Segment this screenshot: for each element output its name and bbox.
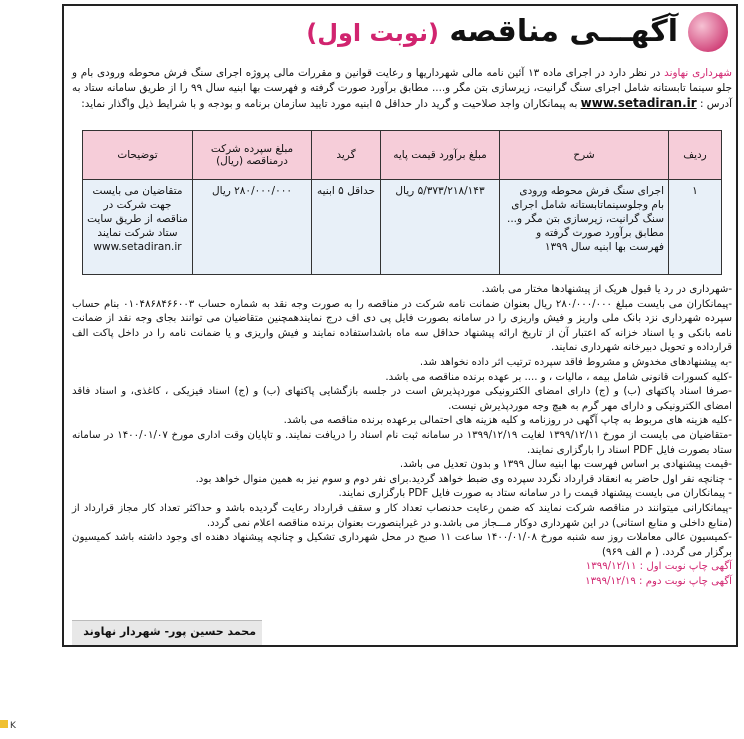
signature-box xyxy=(72,620,262,645)
header-deposit: مبلغ سپرده شرکت درمناقصه (ریال) xyxy=(193,131,312,180)
table-header-row xyxy=(83,131,722,180)
condition-item: -کلیه کسورات قانونی شامل بیمه ، مالیات ، و .... بر عهده برنده مناقصه می باشد. xyxy=(385,371,732,383)
header-description: شرح xyxy=(500,131,669,180)
condition-item: - پیمانکاران می بایست پیشنهاد قیمت را در سامانه ستاد به صورت فایل PDF بارگزاری نمایند. xyxy=(338,488,732,500)
condition-item: -متقاضیان می بایست از مورخ ۱۳۹۹/۱۲/۱۱ لغایت ۱۳۹۹/۱۲/۱۹ در سامانه ثبت نام اسناد را دریافت نمایند. و تاپایان وقت اداری مورخ ۱۴۰۰/۰۱/۰۷ در سامانه ستاد بصورت فایل PDF اسناد را بارگزاری نمایند. xyxy=(72,429,732,456)
condition-item: -قیمت پیشنهادی بر اساس فهرست بها ابنیه سال ۱۳۹۹ و بدون تعدیل می باشد. xyxy=(399,459,732,471)
organization-name: شهرداری نهاوند xyxy=(664,67,732,79)
condition-item: -به پیشنهادهای مخدوش و مشروط فاقد سپرده ترتیب اثر داده نخواهد شد. xyxy=(419,356,732,368)
cell-notes: متقاضیان می بایست جهت شرکت در مناقصه از طریق سایت ستاد شرکت نمایند www.setadiran.ir xyxy=(83,180,193,275)
title-sub: (نوبت اول) xyxy=(306,19,439,47)
pink-circle-icon xyxy=(688,12,728,52)
condition-item: -پیمانکاران می بایست مبلغ ۲۸۰/۰۰۰/۰۰۰ ریال بعنوان ضمانت نامه شرکت در مناقصه را به صورت وجه نقد به شماره حساب ۰۱۰۴۸۶۸۴۶۶۰۰۳ بنام حساب سپرده شهرداری نزد بانک ملی واریز و فیش واریزی را در سامانه بصورت فایل پی دی اف درج نمایندهمچنین متقاضیان می توانند بجای وجه نقد از ضمانت نامه بانکی و یا اسناد خزانه که اعتبار آن از تاریخ ارائه پیشنهاد حداقل سه ماه باشداستفاده نمایند و فیش واریزی و یا ضمانت نامه را در داخل پاکت الف قرارداده و تحویل دبیرخانه شهرداری نمایند. xyxy=(72,298,732,354)
tender-table xyxy=(82,130,722,275)
cell-row-number: ۱ xyxy=(669,180,722,275)
corner-text: K xyxy=(10,721,16,731)
cell-grade: حداقل ۵ ابنیه xyxy=(312,180,381,275)
title-main: آگهـــی مناقصه xyxy=(449,14,678,49)
condition-item: -پیمانکارانی میتوانند در مناقصه شرکت نمایند که ضمن رعایت حدنصاب تعداد کار و سقف قرارداد رعایت گردیده باشد و حداکثر تعداد کار مجاز قرارداد از (منابع داخلی و منابع استانی) در این شهرداری دوکار مـــجاز می باشد.و در غیراینصورت بعنوان برنده مناقصه اعلام نمی گردد. xyxy=(72,502,732,529)
header-base-price: مبلغ برآورد قیمت پایه xyxy=(381,131,500,180)
intro-paragraph xyxy=(72,66,732,112)
header-grade: گرید xyxy=(312,131,381,180)
first-print-date: آگهی چاپ نوبت اول : ۱۳۹۹/۱۲/۱۱ xyxy=(585,561,732,573)
setad-link[interactable]: www.setadiran.ir xyxy=(580,96,697,110)
condition-item: -شهرداری در رد یا قبول هریک از پیشنهادها مختار می باشد. xyxy=(481,284,732,295)
conditions-list xyxy=(72,283,732,589)
page-title xyxy=(306,12,678,53)
title-row xyxy=(300,10,730,58)
corner-marker xyxy=(0,720,16,731)
cell-deposit: ۲۸۰/۰۰۰/۰۰۰ ریال xyxy=(193,180,312,275)
condition-item: - چنانچه نفر اول حاضر به انعقاد قرارداد نگردد سپرده وی ضبط خواهد گردید.برای نفر دوم و سوم نیز به همین منوال خواهد بود. xyxy=(195,473,732,485)
cell-description: اجرای سنگ فرش محوطه ورودی بام وجلوسینماتابستانه شامل اجرای سنگ گرانیت، زیرسازی بتن مگر و... مطابق برآورد صورت گرفته و فهرست بها ابنیه سال ۱۳۹۹ xyxy=(500,180,669,275)
header-row-number: ردیف xyxy=(669,131,722,180)
intro-text-after: به پیمانکاران واجد صلاحیت و گرید دار حداقل ۵ ابنیه مورد تایید سازمان برنامه و بودجه و با شرایط ذیل واگذار نماید: xyxy=(81,98,581,110)
condition-item: -صرفا اسناد پاکتهای (ب) و (ج) دارای امضای الکترونیکی موردپذیرش است در جلسه بازگشایی پاکتهای (ب) و (ج) اسناد فیزیکی ، کاغذی، و اسناد فاقد امضای الکترونیکی و دارای مهر گرم به هیچ وجه موردپذیرش نیست. xyxy=(72,386,732,412)
header-notes: توضیحات xyxy=(83,131,193,180)
condition-item: -کمیسیون عالی معاملات روز سه شنبه مورخ ۱۴۰۰/۰۱/۰۸ ساعت ۱۱ صبح در محل شهرداری تشکیل و چنانچه پیشنهاد دهنده ای وجود داشته باشد کمیسیون برگزار می گردد. ( م الف ۹۶۹) xyxy=(72,532,732,558)
table-row xyxy=(83,180,722,275)
cell-base-price: ۵/۳۷۳/۲۱۸/۱۴۳ ریال xyxy=(381,180,500,275)
second-print-date: آگهی چاپ نوبت دوم : ۱۳۹۹/۱۲/۱۹ xyxy=(585,575,732,587)
condition-item: -کلیه هزینه های مربوط به چاپ آگهی در روزنامه و کلیه هزینه های احتمالی برعهده برنده مناقصه می باشد. xyxy=(283,415,732,427)
folder-icon xyxy=(0,720,8,728)
intro-text: در نظر دارد در اجرای ماده ۱۳ آئین نامه مالی شهرداریها و رعایت قوانین و مقررات مالی پروژه اجرای سنگ فرش محوطه ورودی بام و جلو سینما تابستانه شامل اجرای سنگ گرانیت، زیرسازی بتن مگر و.... مطابق برآورد صورت گرفته و فهرست بها ابنیه سال ۹۹ را از طریق سامانه ستاد به آدرس : xyxy=(72,67,732,110)
signature: محمد حسین پور- شهردار نهاوند xyxy=(83,625,256,638)
